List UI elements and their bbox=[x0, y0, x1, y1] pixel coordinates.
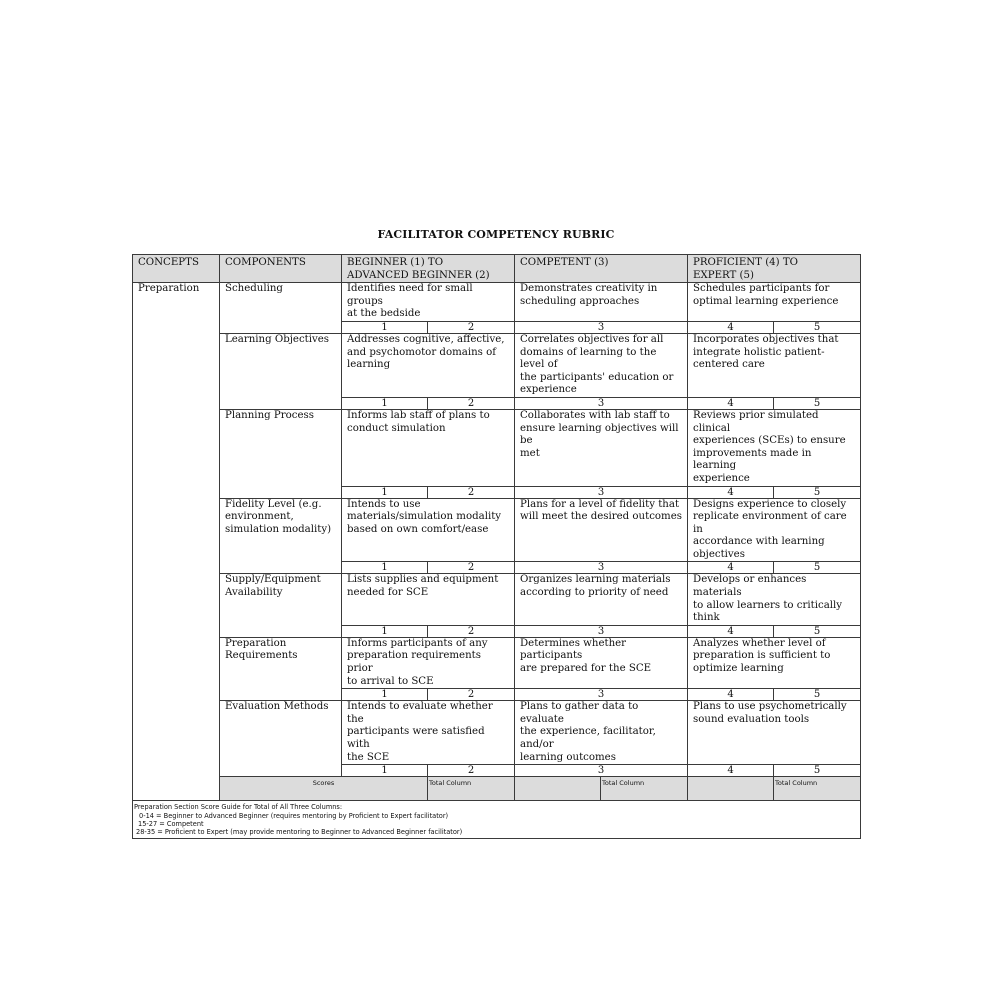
header-proficient bbox=[688, 255, 861, 283]
component-line: Scheduling bbox=[225, 283, 283, 295]
descriptor-line: Demonstrates creativity in bbox=[520, 283, 658, 295]
descriptor-line: met bbox=[520, 447, 540, 459]
descriptor-line: centered care bbox=[693, 359, 765, 371]
descriptor-line: Intends to use bbox=[347, 498, 421, 510]
score-5: 5 bbox=[774, 625, 861, 637]
score-1: 1 bbox=[342, 321, 428, 333]
descriptor-line: will meet the desired outcomes bbox=[520, 511, 682, 523]
component-line: environment, bbox=[225, 511, 294, 523]
score-1: 1 bbox=[342, 397, 428, 409]
descriptor-line: Addresses cognitive, affective, bbox=[347, 333, 505, 345]
score-4: 4 bbox=[688, 321, 774, 333]
descriptor-line: Lists supplies and equipment bbox=[347, 574, 499, 586]
guide-heading: Preparation Section Score Guide for Total of All Three Columns: bbox=[134, 803, 343, 812]
descriptor-line: Intends to evaluate whether the bbox=[347, 701, 493, 725]
rubric-row bbox=[133, 283, 861, 322]
descriptor-beginner bbox=[342, 409, 515, 486]
header-proficient-line: EXPERT (5) bbox=[693, 269, 754, 281]
total-value-competent bbox=[688, 777, 774, 801]
score-3: 3 bbox=[515, 689, 688, 701]
descriptor-competent bbox=[515, 333, 688, 397]
descriptor-beginner bbox=[342, 637, 515, 688]
header-beginner-line: BEGINNER (1) TO bbox=[347, 257, 444, 268]
header-competent: COMPETENT (3) bbox=[515, 255, 688, 283]
descriptor-line: Informs participants of any bbox=[347, 637, 488, 649]
rubric-table bbox=[132, 254, 861, 839]
component-line: Availability bbox=[225, 587, 283, 599]
score-2: 2 bbox=[428, 625, 515, 637]
descriptor-line: experiences (SCEs) to ensure bbox=[693, 435, 846, 447]
score-3: 3 bbox=[515, 486, 688, 498]
descriptor-line: integrate holistic patient- bbox=[693, 346, 825, 358]
descriptor-line: the experience, facilitator, and/or bbox=[520, 726, 656, 750]
component-line: Planning Process bbox=[225, 409, 314, 421]
descriptor-competent bbox=[515, 637, 688, 688]
guide-line2: 15-27 = Competent bbox=[138, 820, 204, 828]
score-5: 5 bbox=[774, 562, 861, 574]
rubric-row bbox=[133, 574, 861, 625]
score-1: 1 bbox=[342, 562, 428, 574]
descriptor-line: accordance with learning bbox=[693, 536, 825, 548]
descriptor-beginner bbox=[342, 498, 515, 562]
descriptor-proficient bbox=[688, 409, 861, 486]
scores-label: Scores bbox=[220, 777, 428, 801]
score-3: 3 bbox=[515, 321, 688, 333]
descriptor-beginner bbox=[342, 574, 515, 625]
descriptor-line: think bbox=[693, 612, 720, 624]
header-components: COMPONENTS bbox=[220, 255, 342, 283]
descriptor-competent bbox=[515, 701, 688, 765]
header-proficient-line: PROFICIENT (4) TO bbox=[693, 257, 799, 268]
score-4: 4 bbox=[688, 562, 774, 574]
descriptor-line: Develops or enhances materials bbox=[693, 574, 807, 599]
descriptor-proficient bbox=[688, 333, 861, 397]
descriptor-beginner bbox=[342, 283, 515, 322]
score-4: 4 bbox=[688, 765, 774, 777]
descriptor-line: Collaborates with lab staff to bbox=[520, 409, 670, 421]
descriptor-line: participants were satisfied with bbox=[347, 726, 485, 750]
guide-line3: 28-35 = Proficient to Expert (may provide mentoring to Beginner to Advanced Beginner facilitator) bbox=[136, 828, 463, 837]
component-line: simulation modality) bbox=[225, 523, 332, 535]
descriptor-line: Incorporates objectives that bbox=[693, 333, 839, 345]
descriptor-competent bbox=[515, 409, 688, 486]
score-5: 5 bbox=[774, 321, 861, 333]
descriptor-line: learning bbox=[347, 359, 391, 371]
score-2: 2 bbox=[428, 689, 515, 701]
total-column-competent: Total Column bbox=[601, 777, 688, 801]
descriptor-line: and psychomotor domains of bbox=[347, 346, 497, 358]
component-cell bbox=[220, 574, 342, 637]
score-5: 5 bbox=[774, 486, 861, 498]
descriptor-line: Schedules participants for bbox=[693, 283, 830, 295]
score-5: 5 bbox=[774, 397, 861, 409]
component-line: Requirements bbox=[225, 650, 298, 662]
descriptor-proficient bbox=[688, 701, 861, 765]
score-2: 2 bbox=[428, 562, 515, 574]
header-beginner bbox=[342, 255, 515, 283]
score-2: 2 bbox=[428, 486, 515, 498]
score-4: 4 bbox=[688, 625, 774, 637]
totals-row bbox=[133, 777, 861, 801]
header-concepts: CONCEPTS bbox=[133, 255, 220, 283]
component-cell bbox=[220, 637, 342, 700]
rubric-row bbox=[133, 701, 861, 765]
score-guide-row bbox=[133, 801, 861, 839]
component-line: Supply/Equipment bbox=[225, 574, 321, 586]
descriptor-line: optimal learning experience bbox=[693, 295, 839, 307]
descriptor-line: Identifies need for small groups bbox=[347, 283, 473, 307]
descriptor-line: Designs experience to closely bbox=[693, 498, 847, 510]
descriptor-competent bbox=[515, 574, 688, 625]
component-line: Learning Objectives bbox=[225, 333, 330, 345]
descriptor-beginner bbox=[342, 333, 515, 397]
total-value-beginner bbox=[515, 777, 601, 801]
descriptor-line: the SCE bbox=[347, 751, 390, 763]
descriptor-line: improvements made in learning bbox=[693, 447, 812, 472]
descriptor-line: needed for SCE bbox=[347, 587, 429, 599]
rubric-row bbox=[133, 498, 861, 562]
component-line: Evaluation Methods bbox=[225, 701, 329, 713]
component-line: Fidelity Level (e.g. bbox=[225, 498, 322, 510]
descriptor-beginner bbox=[342, 701, 515, 765]
guide-line1: 0-14 = Beginner to Advanced Beginner (requires mentoring by Proficient to Expert facilitator) bbox=[139, 811, 449, 820]
descriptor-proficient bbox=[688, 637, 861, 688]
score-1: 1 bbox=[342, 765, 428, 777]
score-3: 3 bbox=[515, 765, 688, 777]
descriptor-line: are prepared for the SCE bbox=[520, 663, 652, 675]
score-guide bbox=[133, 801, 861, 839]
component-cell bbox=[220, 409, 342, 498]
descriptor-line: Reviews prior simulated clinical bbox=[693, 409, 819, 434]
descriptor-line: based on own comfort/ease bbox=[347, 523, 489, 535]
score-5: 5 bbox=[774, 765, 861, 777]
page-title: FACILITATOR COMPETENCY RUBRIC bbox=[377, 228, 615, 241]
descriptor-line: preparation is sufficient to bbox=[693, 650, 831, 662]
component-cell bbox=[220, 333, 342, 409]
descriptor-line: experience bbox=[520, 384, 577, 396]
descriptor-proficient bbox=[688, 574, 861, 625]
score-2: 2 bbox=[428, 397, 515, 409]
descriptor-line: at the bedside bbox=[347, 308, 421, 320]
total-column-beginner: Total Column bbox=[428, 777, 515, 801]
descriptor-line: learning outcomes bbox=[520, 751, 616, 763]
concept-preparation: Preparation bbox=[133, 283, 220, 801]
component-cell bbox=[220, 498, 342, 574]
descriptor-proficient bbox=[688, 498, 861, 562]
descriptor-line: the participants' education or bbox=[520, 371, 674, 383]
score-4: 4 bbox=[688, 689, 774, 701]
score-1: 1 bbox=[342, 625, 428, 637]
descriptor-line: experience bbox=[693, 472, 750, 484]
descriptor-line: objectives bbox=[693, 548, 745, 560]
rubric-row bbox=[133, 409, 861, 486]
descriptor-line: preparation requirements prior bbox=[347, 650, 481, 675]
descriptor-competent bbox=[515, 283, 688, 322]
descriptor-line: to arrival to SCE bbox=[347, 675, 434, 687]
score-5: 5 bbox=[774, 689, 861, 701]
descriptor-line: Plans to use psychometrically bbox=[693, 701, 847, 713]
component-cell bbox=[220, 701, 342, 777]
descriptor-line: ensure learning objectives will be bbox=[520, 422, 679, 447]
descriptor-line: according to priority of need bbox=[520, 587, 669, 599]
total-column-proficient: Total Column bbox=[774, 777, 861, 801]
descriptor-proficient bbox=[688, 283, 861, 322]
descriptor-line: scheduling approaches bbox=[520, 295, 640, 307]
descriptor-competent bbox=[515, 498, 688, 562]
descriptor-line: Correlates objectives for all bbox=[520, 333, 664, 345]
header-row bbox=[133, 255, 861, 283]
rubric-row bbox=[133, 637, 861, 688]
descriptor-line: Analyzes whether level of bbox=[693, 637, 826, 649]
descriptor-line: replicate environment of care in bbox=[693, 511, 847, 535]
descriptor-line: to allow learners to critically bbox=[693, 599, 843, 611]
descriptor-line: Determines whether participants bbox=[520, 637, 627, 662]
descriptor-line: Organizes learning materials bbox=[520, 574, 671, 586]
descriptor-line: Plans for a level of fidelity that bbox=[520, 498, 680, 510]
score-3: 3 bbox=[515, 562, 688, 574]
component-line: Preparation bbox=[225, 637, 287, 649]
descriptor-line: conduct simulation bbox=[347, 422, 446, 434]
score-2: 2 bbox=[428, 765, 515, 777]
rubric-row bbox=[133, 333, 861, 397]
score-3: 3 bbox=[515, 625, 688, 637]
descriptor-line: domains of learning to the level of bbox=[520, 346, 657, 371]
score-4: 4 bbox=[688, 486, 774, 498]
descriptor-line: materials/simulation modality bbox=[347, 511, 502, 523]
score-1: 1 bbox=[342, 486, 428, 498]
descriptor-line: optimize learning bbox=[693, 663, 784, 675]
rubric-document bbox=[132, 228, 860, 839]
header-beginner-line: ADVANCED BEGINNER (2) bbox=[347, 269, 490, 281]
component-cell bbox=[220, 283, 342, 334]
score-4: 4 bbox=[688, 397, 774, 409]
score-3: 3 bbox=[515, 397, 688, 409]
score-1: 1 bbox=[342, 689, 428, 701]
score-2: 2 bbox=[428, 321, 515, 333]
descriptor-line: Informs lab staff of plans to bbox=[347, 409, 490, 421]
descriptor-line: Plans to gather data to evaluate bbox=[520, 701, 639, 725]
descriptor-line: sound evaluation tools bbox=[693, 713, 810, 725]
